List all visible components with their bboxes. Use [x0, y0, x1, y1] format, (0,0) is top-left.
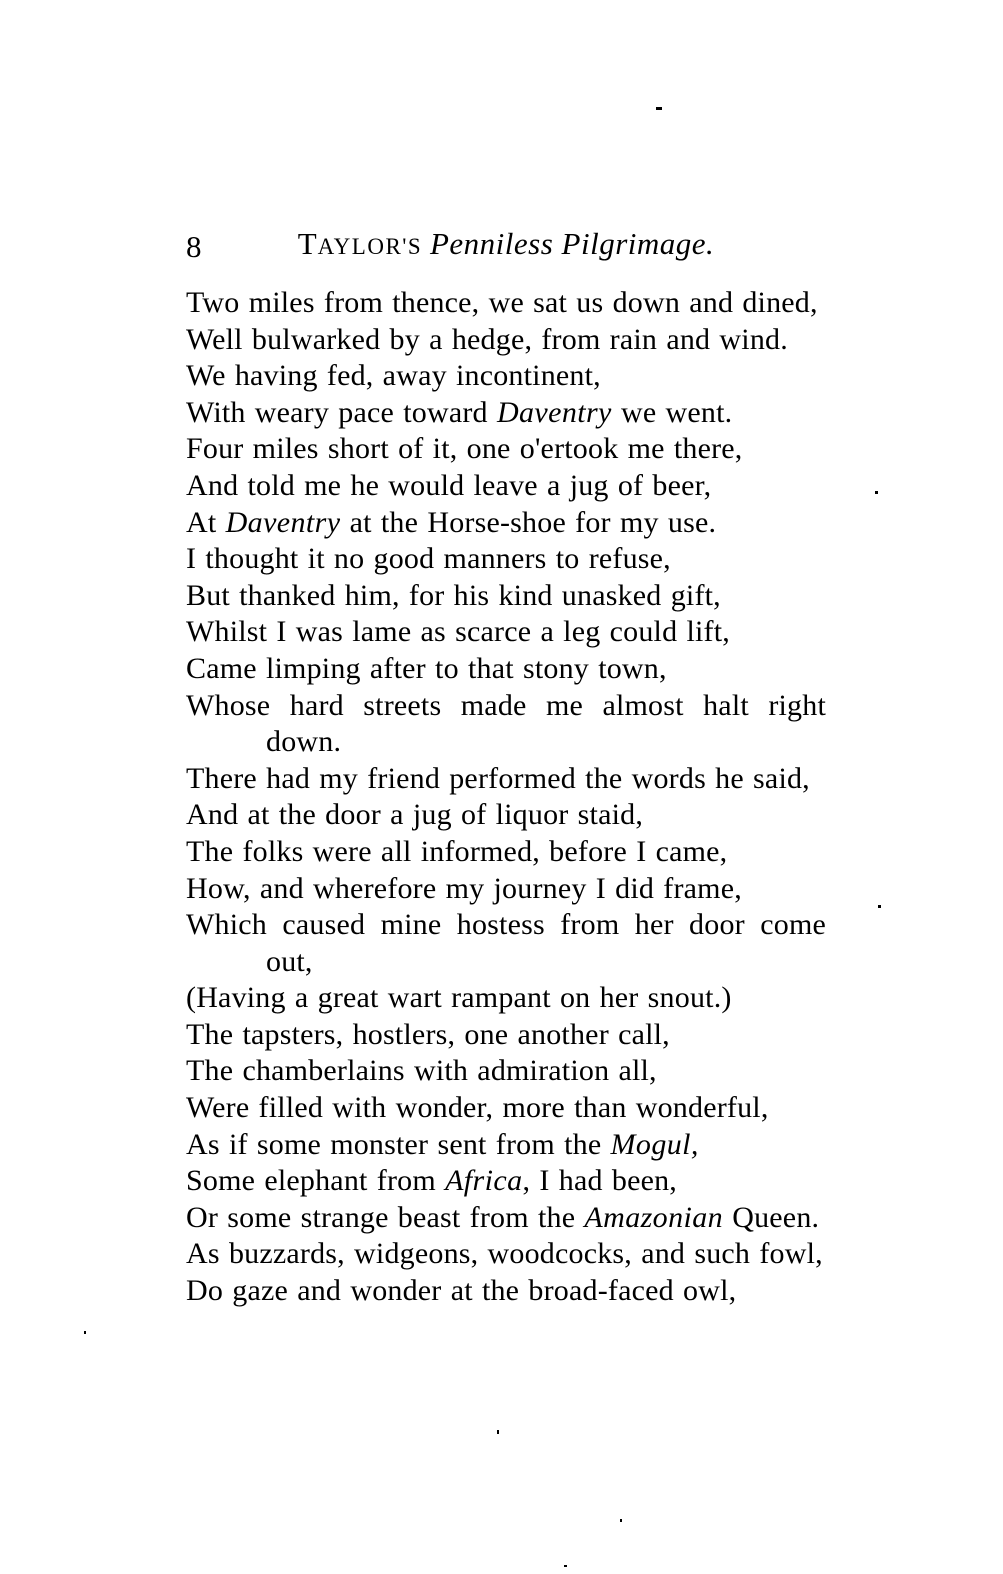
poem-text: As if some monster sent from the [186, 1127, 611, 1161]
poem-text: The tapsters, hostlers, one another call, [186, 1017, 670, 1051]
poem-text: down. [266, 725, 342, 759]
poem-line [186, 688, 826, 725]
poem-text: Four miles short of it, one o'ertook me there, [186, 432, 743, 466]
poem-line [186, 907, 826, 944]
poem [186, 285, 826, 1310]
running-title [186, 226, 826, 262]
poem-text: The folks were all informed, before I came, [186, 834, 728, 868]
poem-line [186, 541, 826, 578]
poem-text: out, [266, 944, 313, 978]
poem-line [186, 1273, 826, 1310]
poem-text: At [186, 505, 226, 539]
poem-text-italic: Mogul, [610, 1127, 699, 1161]
poem-text: (Having a great wart rampant on her snout.) [186, 981, 732, 1015]
poem-line [186, 1017, 826, 1054]
poem-line [186, 431, 826, 468]
running-title-author-smallcaps: AYLOR'S [317, 234, 423, 259]
poem-line [186, 322, 826, 359]
poem-text: Whilst I was lame as scarce a leg could lift, [186, 615, 730, 649]
poem-text: Queen. [723, 1200, 820, 1234]
poem-text: Do gaze and wonder at the broad-faced owl, [186, 1274, 737, 1308]
poem-text-italic: Daventry [225, 505, 341, 539]
poem-line [186, 980, 826, 1017]
poem-line [186, 1200, 826, 1237]
scan-speck [620, 1519, 622, 1522]
poem-text: we went. [611, 395, 733, 429]
poem-text-italic: Daventry [496, 395, 612, 429]
running-title-author-initial: T [297, 226, 318, 261]
poem-text: We having fed, away incontinent, [186, 359, 601, 393]
poem-text: at the Horse-shoe for my use. [340, 505, 717, 539]
poem-line [186, 1053, 826, 1090]
poem-line [186, 614, 826, 651]
poem-line [186, 944, 826, 981]
page-header [186, 226, 826, 268]
poem-text: And at the door a jug of liquor staid, [186, 798, 644, 832]
poem-line [186, 834, 826, 871]
poem-text: Some elephant from [186, 1164, 446, 1198]
poem-text: Whose hard streets made me almost halt right [186, 688, 826, 722]
poem-text: The chamberlains with admiration all, [186, 1054, 657, 1088]
poem-text: Which caused mine hostess from her door come [186, 908, 826, 942]
scan-speck [564, 1565, 567, 1567]
scan-speck [878, 905, 881, 908]
poem-line [186, 468, 826, 505]
poem-text: But thanked him, for his kind unasked gift, [186, 578, 721, 612]
poem-text: , I had been, [522, 1164, 678, 1198]
poem-text: Or some strange beast from the [186, 1200, 585, 1234]
poem-text: Two miles from thence, we sat us down and dined, [186, 286, 818, 319]
poem-text: And told me he would leave a jug of beer, [186, 468, 712, 502]
running-title-work: Penniless Pilgrimage. [429, 226, 715, 261]
poem-line [186, 578, 826, 615]
poem-text: There had my friend performed the words he said, [186, 761, 810, 795]
scan-speck [875, 491, 878, 494]
poem-text: How, and wherefore my journey I did frame, [186, 871, 742, 905]
poem-line [186, 797, 826, 834]
poem-text: Were filled with wonder, more than wonderful, [186, 1091, 769, 1125]
poem-text: I thought it no good manners to refuse, [186, 542, 671, 576]
poem-line [186, 1127, 826, 1164]
poem-text-italic: Africa [445, 1164, 523, 1198]
poem-text-italic: Amazonian [584, 1200, 724, 1234]
poem-line [186, 724, 826, 761]
poem-text: As buzzards, widgeons, woodcocks, and such fowl, [186, 1237, 823, 1271]
poem-text: Came limping after to that stony town, [186, 651, 667, 685]
poem-line [186, 1090, 826, 1127]
poem-line [186, 871, 826, 908]
scan-speck [497, 1430, 499, 1434]
poem-line [186, 395, 826, 432]
scan-speck [656, 107, 662, 110]
poem-line [186, 285, 826, 322]
poem-line [186, 358, 826, 395]
poem-line [186, 761, 826, 798]
page-number: 8 [186, 229, 202, 264]
poem-line [186, 1236, 826, 1273]
poem-text: With weary pace toward [186, 395, 497, 429]
poem-line [186, 651, 826, 688]
poem-text: Well bulwarked by a hedge, from rain and wind. [186, 322, 788, 356]
poem-line [186, 505, 826, 542]
poem-line [186, 1163, 826, 1200]
scan-speck [84, 1331, 86, 1334]
